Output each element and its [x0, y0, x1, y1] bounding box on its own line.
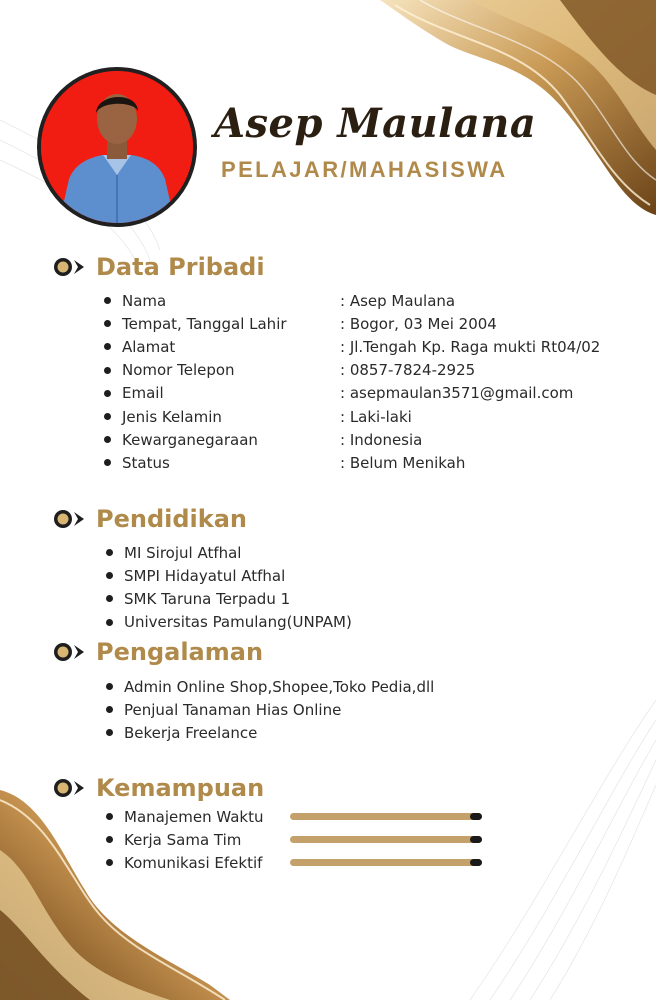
section-header-data-pribadi — [52, 251, 265, 283]
bullet-dot — [106, 549, 113, 556]
list-item — [106, 698, 341, 721]
section-header-pendidikan — [52, 503, 247, 535]
field-value: : Bogor, 03 Mei 2004 — [340, 314, 497, 333]
bullet-dot — [106, 813, 113, 820]
section-title: Kemampuan — [96, 774, 265, 802]
list-item — [106, 564, 285, 587]
list-item — [106, 587, 290, 610]
field-value: : asepmaulan3571@gmail.com — [340, 384, 574, 403]
field-label: Tempat, Tanggal Lahir — [122, 314, 287, 333]
section-title: Pendidikan — [96, 505, 248, 533]
list-item — [104, 289, 166, 312]
list-item-label: SMK Taruna Terpadu 1 — [124, 589, 291, 608]
list-item — [106, 721, 257, 744]
field-value: : 0857-7824-2925 — [340, 361, 476, 380]
list-item — [104, 451, 170, 474]
list-item-label: Admin Online Shop,Shopee,Toko Pedia,dll — [124, 677, 435, 696]
profile-photo — [37, 67, 197, 227]
list-item-label: Universitas Pamulang(UNPAM) — [124, 613, 352, 632]
skill-level-cap — [470, 859, 482, 866]
bullet-dot — [106, 572, 113, 579]
list-item — [104, 382, 164, 405]
bullet-dot — [104, 413, 111, 420]
field-value: : Asep Maulana — [340, 291, 456, 310]
field-label: Nama — [122, 291, 167, 310]
field-label: Nomor Telepon — [122, 361, 235, 380]
field-value: : Jl.Tengah Kp. Raga mukti Rt04/02 — [340, 337, 601, 356]
list-item — [104, 335, 175, 358]
skill-level-fill — [290, 836, 482, 843]
section-header-kemampuan — [52, 772, 264, 804]
list-item-label: Penjual Tanaman Hias Online — [124, 700, 342, 719]
bullet-dot — [106, 706, 113, 713]
skill-label: Kerja Sama Tim — [124, 830, 242, 849]
list-item-label: MI Sirojul Atfhal — [124, 543, 242, 562]
avatar — [41, 71, 193, 223]
list-item — [106, 675, 434, 698]
bullet-dot — [104, 436, 111, 443]
section-bullet-icon — [52, 257, 88, 277]
list-item — [106, 541, 241, 564]
bullet-dot — [104, 343, 111, 350]
bullet-dot — [104, 459, 111, 466]
section-bullet-icon — [52, 509, 88, 529]
list-item — [104, 312, 287, 335]
field-value: : Laki-laki — [340, 407, 412, 426]
skill-level-cap — [470, 836, 482, 843]
person-role: PELAJAR/MAHASISWA — [221, 157, 508, 182]
person-name: Asep Maulana — [214, 100, 537, 147]
list-item — [104, 405, 222, 428]
bullet-dot — [104, 320, 111, 327]
bullet-dot — [104, 297, 111, 304]
skill-level-bar — [290, 836, 482, 843]
skill-item — [106, 828, 241, 851]
field-label: Status — [122, 453, 170, 472]
list-item-label: SMPI Hidayatul Atfhal — [124, 566, 286, 585]
bullet-dot — [106, 619, 113, 626]
skill-level-cap — [470, 813, 482, 820]
skill-level-fill — [290, 859, 482, 866]
section-bullet-icon — [52, 642, 88, 662]
field-value: : Indonesia — [340, 430, 423, 449]
skill-level-bar — [290, 859, 482, 866]
skill-item — [106, 805, 263, 828]
bullet-dot — [104, 390, 111, 397]
list-item — [104, 359, 235, 382]
list-item — [104, 428, 258, 451]
bullet-dot — [106, 859, 113, 866]
section-header-pengalaman — [52, 636, 263, 668]
section-title: Pengalaman — [96, 638, 264, 666]
bullet-dot — [106, 836, 113, 843]
section-bullet-icon — [52, 778, 88, 798]
skill-label: Manajemen Waktu — [124, 807, 264, 826]
bullet-dot — [106, 683, 113, 690]
field-label: Alamat — [122, 337, 176, 356]
person-icon — [41, 71, 193, 223]
field-label: Email — [122, 384, 164, 403]
skill-item — [106, 851, 262, 874]
skill-label: Komunikasi Efektif — [124, 853, 263, 872]
list-item — [106, 611, 352, 634]
field-label: Jenis Kelamin — [122, 407, 222, 426]
skill-level-bar — [290, 813, 482, 820]
bullet-dot — [106, 729, 113, 736]
list-item-label: Bekerja Freelance — [124, 723, 258, 742]
field-value: : Belum Menikah — [340, 453, 466, 472]
skill-level-fill — [290, 813, 482, 820]
bullet-dot — [104, 367, 111, 374]
bullet-dot — [106, 595, 113, 602]
section-title: Data Pribadi — [96, 253, 265, 281]
field-label: Kewarganegaraan — [122, 430, 258, 449]
